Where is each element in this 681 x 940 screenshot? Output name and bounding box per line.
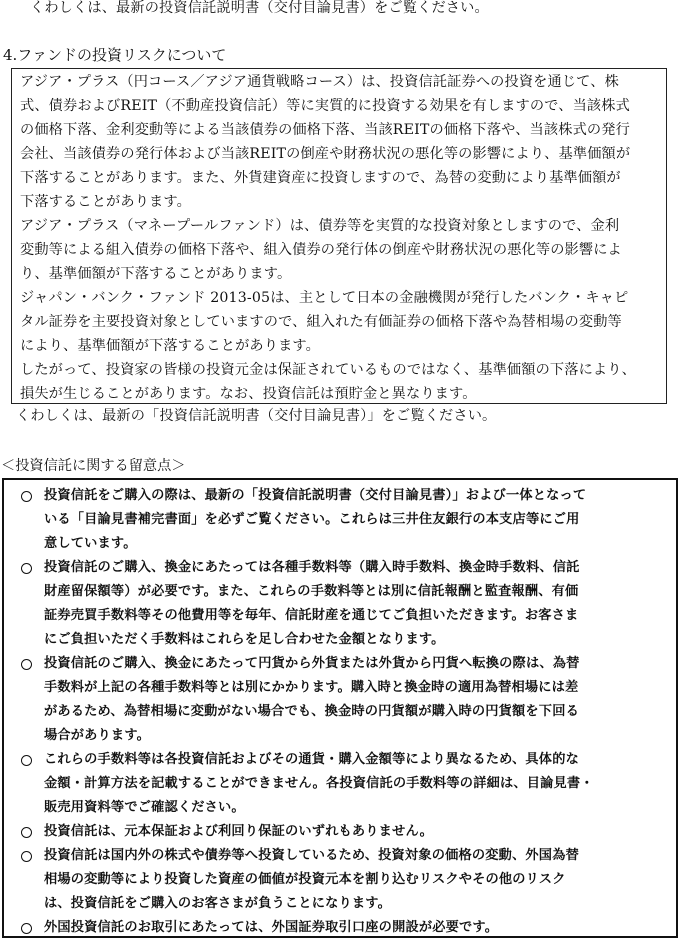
section-heading: 4.ファンドの投資リスクについて [3,46,227,64]
note-line: 投資信託をご購入の際は、最新の「投資信託説明書（交付目論見書）」および一体となって [44,488,587,503]
circle-bullet-icon [21,491,32,502]
note-line: 証券売買手数料等その他費用等を毎年、信託財産を通じてご負担いただきます。お客さま [44,608,579,623]
risk-footer-note: くわしくは、最新の「投資信託説明書（交付目論見書）」をご覧ください。 [16,408,497,424]
circle-bullet-icon [21,851,32,862]
note-line: 金額・計算方法を記載することができません。各投資信託の手数料等の詳細は、目論見書・ [44,776,594,791]
risk-line: 下落することがあります。 [20,194,191,210]
note-line: 財産留保額等）が必要です。また、これらの手数料等とは別に信託報酬と監査報酬、有価 [44,584,579,599]
risk-line: の価格下落、金利変動等による当該債券の価格下落、当該REITの価格下落や、当該株式の発行 [20,122,630,138]
note-line: は、投資信託をご購入のお客さまが負うことになります。 [44,896,392,911]
risk-line: 式、債券およびREIT（不動産投資信託）等に実質的に投資する効果を有しますので、当該株式 [20,98,630,114]
note-line: にご負担いただく手数料はこれらを足し合わせた金額となります。 [44,632,445,647]
note-line: いる「目論見書補完書面」を必ずご覧ください。これらは三井住友銀行の本支店等にご用 [44,512,580,527]
notes-heading: ＜投資信託に関する留意点＞ [1,458,186,474]
risk-line: アジア・プラス（円コース／アジア通貨戦略コース）は、投資信託証券への投資を通じて、株 [20,74,619,90]
risk-line: 損失が生じることがあります。なお、投資信託は預貯金と異なります。 [20,386,477,402]
risk-line: ジャパン・バンク・ファンド 2013-05は、主として日本の金融機関が発行したバンク・キャピ [20,290,629,306]
note-line: 手数料が上記の各種手数料等とは別にかかります。購入時と換金時の適用為替相場には差 [44,680,579,695]
risk-line: り、基準価額が下落することがあります。 [20,266,292,282]
top-note: くわしくは、最新の投資信託説明書（交付目論見書）をご覧ください。 [30,0,489,16]
circle-bullet-icon [21,923,32,934]
circle-bullet-icon [21,659,32,670]
note-line: 投資信託のご購入、換金にあたっては各種手数料等（購入時手数料、換金時手数料、信託 [44,560,580,575]
note-line: 場合があります。 [44,728,151,743]
risk-line: 会社、当該債券の発行体および当該REITの倒産や財務状況の悪化等の影響により、基準価額が [20,146,631,162]
notes-box [2,478,678,938]
note-line: 相場の変動等により投資した資産の価値が投資元本を割り込むリスクやその他のリスク [44,872,566,887]
note-line: 投資信託は国内外の株式や債券等へ投資しているため、投資対象の価格の変動、外国為替 [44,848,579,863]
note-line: 投資信託のご購入、換金にあたって円貨から外貨または外貨から円貨へ転換の際は、為替 [44,656,580,671]
risk-line: タル証券を主要投資対象としていますので、組入れた有価証券の価格下落や為替相場の変動等 [20,314,622,330]
note-line: 意しています。 [44,536,137,551]
risk-line: 下落することがあります。また、外貨建資産に投資しますので、為替の変動により基準価額が [20,170,621,186]
circle-bullet-icon [21,827,32,838]
note-line: があるため、為替相場に変動がない場合でも、換金時の円貨額が購入時の円貨額を下回る [44,704,579,719]
note-line: これらの手数料等は各投資信託およびその通貨・購入金額等により異なるため、具体的な [44,752,579,767]
note-line: 外国投資信託のお取引にあたっては、外国証券取引口座の開設が必要です。 [44,920,499,935]
risk-line: により、基準価額が下落することがあります。 [20,338,320,354]
risk-box [11,68,667,404]
circle-bullet-icon [21,563,32,574]
note-line: 投資信託は、元本保証および利回り保証のいずれもありません。 [44,824,434,839]
circle-bullet-icon [21,755,32,766]
risk-line: アジア・プラス（マネープールファンド）は、債券等を実質的な投資対象としますので、金利 [20,218,620,234]
risk-line: したがって、投資家の皆様の投資元金は保証されているものではなく、基準価額の下落により、 [20,362,636,378]
risk-line: 変動等による組入債券の価格下落や、組入債券の発行体の倒産や財務状況の悪化等の影響によ [20,242,622,258]
note-line: 販売用資料等でご確認ください。 [44,800,245,815]
